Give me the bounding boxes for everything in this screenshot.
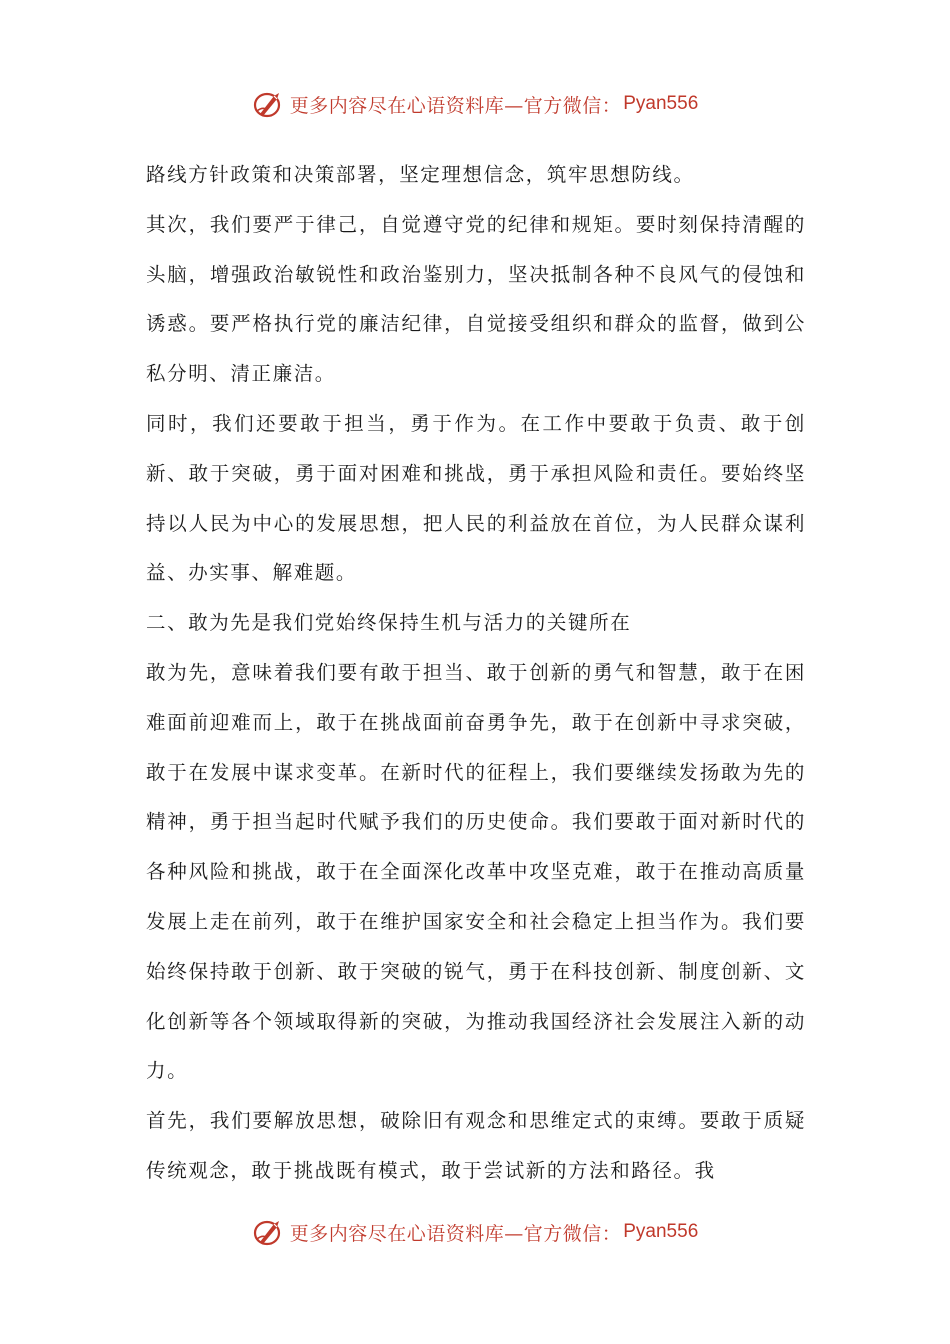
paragraph: 同时，我们还要敢于担当，勇于作为。在工作中要敢于负责、敢于创新、敢于突破，勇于面对困难和挑战，勇于承担风险和责任。要始终坚持以人民为中心的发展思想，把人民的利益放在首位，为人民群众谋利益、办实事、解难题。 (146, 411, 806, 585)
document-body (146, 150, 806, 1196)
paragraph: 敢为先，意味着我们要有敢于担当、敢于创新的勇气和智慧，敢于在困难面前迎难而上，敢于在挑战面前奋勇争先，敢于在创新中寻求突破，敢于在发展中谋求变革。在新时代的征程上，我们要继续发扬敢为先的精神，勇于担当起时代赋予我们的历史使命。我们要敢于面对新时代的各种风险和挑战，敢于在全面深化改革中攻坚克难，敢于在推动高质量发展上走在前列，敢于在维护国家安全和社会稳定上担当作为。我们要始终保持敢于创新、敢于突破的锐气，勇于在科技创新、制度创新、文化创新等各个领域取得新的突破，为推动我国经济社会发展注入新的动力。 (146, 660, 806, 1083)
paragraph: 路线方针政策和决策部署，坚定理想信念，筑牢思想防线。 (146, 163, 695, 186)
watermark-wechat-id: Pyan556 (623, 93, 699, 114)
watermark-wechat-id: Pyan556 (623, 1221, 699, 1242)
footer-watermark (0, 1212, 950, 1252)
watermark-text: 更多内容尽在心语资料库—官方微信： (289, 94, 622, 117)
pen-nib-icon (252, 1215, 286, 1249)
pen-nib-icon (252, 87, 286, 121)
watermark-text: 更多内容尽在心语资料库—官方微信： (289, 1222, 622, 1245)
paragraph: 其次，我们要严于律己，自觉遵守党的纪律和规矩。要时刻保持清醒的头脑，增强政治敏锐性和政治鉴别力，坚决抵制各种不良风气的侵蚀和诱惑。要严格执行党的廉洁纪律，自觉接受组织和群众的监督，做到公私分明、清正廉洁。 (146, 212, 806, 386)
header-watermark (0, 84, 950, 124)
section-heading: 二、敢为先是我们党始终保持生机与活力的关键所在 (146, 611, 632, 635)
paragraph: 首先，我们要解放思想，破除旧有观念和思维定式的束缚。要敢于质疑传统观念，敢于挑战既有模式，敢于尝试新的方法和路径。我 (146, 1109, 806, 1182)
